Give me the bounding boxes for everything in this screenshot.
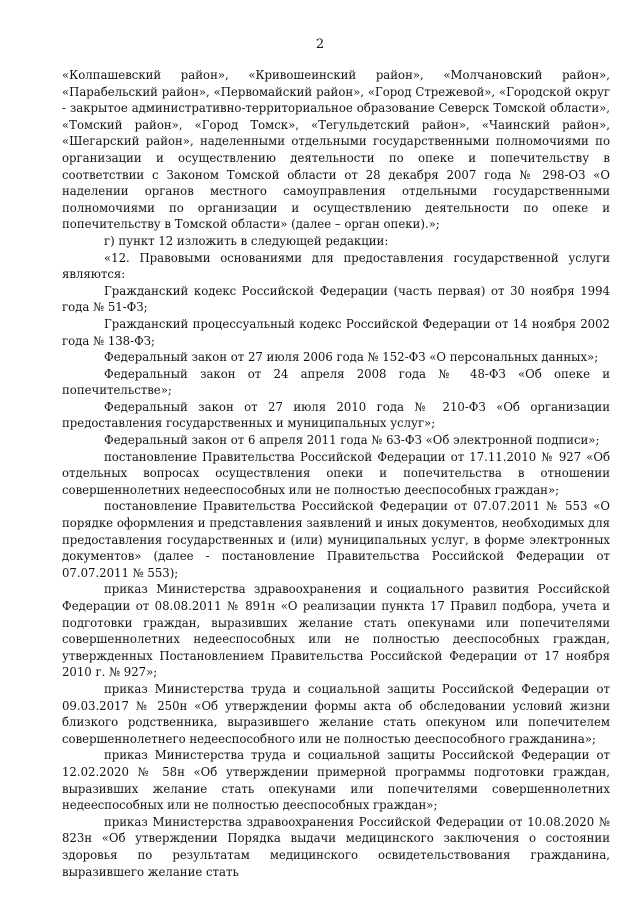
paragraph-7: Федеральный закон от 27 июля 2010 года № 210-ФЗ «Об организации предоставления государственных и муниципальных услуг»; bbox=[62, 399, 610, 431]
paragraph-1: г) пункт 12 изложить в следующей редакции: bbox=[104, 233, 389, 248]
paragraph-11: приказ Министерства здравоохранения и социального развития Российской Федерации от 08.08.2011 № 891н «О реализации пункта 17 Правил подбора, учета и подготовки граждан, выразивших желание стать опекунами или попечителями совершеннолетних недееспособных или не полностью дееспособных граждан, утвержденных Постановлением Правительства Российской Федерации от 17 ноября 2010 г. № 927»; bbox=[62, 582, 610, 680]
paragraph-3: Гражданский кодекс Российской Федерации (часть первая) от 30 ноября 1994 года № 51-ФЗ; bbox=[62, 283, 610, 315]
document-body bbox=[62, 67, 610, 880]
paragraph-6: Федеральный закон от 24 апреля 2008 года № 48-ФЗ «Об опеке и попечительстве»; bbox=[62, 366, 610, 398]
paragraph-2: «12. Правовыми основаниями для предоставления государственной услуги являются: bbox=[62, 250, 610, 282]
paragraph-9: постановление Правительства Российской Федерации от 17.11.2010 № 927 «Об отдельных вопросах осуществления опеки и попечительства в отношении совершеннолетних недееспособных или не полностью дееспособных граждан»; bbox=[62, 449, 610, 497]
paragraph-10: постановление Правительства Российской Федерации от 07.07.2011 № 553 «О порядке оформления и представления заявлений и иных документов, необходимых для предоставления государственных и (или) муниципальных услуг, в форме электронных документов» (далее - постановление Правительства Российской Федерации от 07.07.2011 № 553); bbox=[62, 499, 610, 580]
paragraph-5: Федеральный закон от 27 июля 2006 года № 152-ФЗ «О персональных данных»; bbox=[104, 350, 599, 365]
page-number: 2 bbox=[315, 37, 325, 52]
paragraph-12: приказ Министерства труда и социальной защиты Российской Федерации от 09.03.2017 № 250н «Об утверждении формы акта об обследовании условий жизни близкого родственника, выразившего желание стать опекуном или попечителем совершеннолетнего недееспособного или не полностью дееспособного гражданина»; bbox=[62, 681, 610, 746]
paragraph-14: приказ Министерства здравоохранения Российской Федерации от 10.08.2020 № 823н «Об утверждении Порядка выдачи медицинского заключения о состоянии здоровья по результатам медицинского освидетельствования гражданина, выразившего желание стать bbox=[62, 814, 610, 879]
paragraph-4: Гражданский процессуальный кодекс Российской Федерации от 14 ноября 2002 года № 138-ФЗ; bbox=[62, 316, 610, 348]
paragraph-0: «Колпашевский район», «Кривошеинский район», «Молчановский район», «Парабельский район», «Первомайский район», «Город Стрежевой», «Городской округ - закрытое административно-территориальное образование Северск Томской области», «Томский район», «Город Томск», «Тегульдетский район», «Чаинский район», «Шегарский район», наделенными отдельными государственными полномочиями по организации и осуществлению деятельности по опеке и попечительству в соответствии с Законом Томской области от 28 декабря 2007 года № 298-ОЗ «О наделении органов местного самоуправления отдельными государственными полномочиями по организации и осуществлению деятельности по опеке и попечительству в Томской области» (далее – орган опеки).»; bbox=[62, 68, 610, 232]
paragraph-13: приказ Министерства труда и социальной защиты Российской Федерации от 12.02.2020 № 58н «Об утверждении примерной программы подготовки граждан, выразивших желание стать опекунами или попечителями совершеннолетних недееспособных или не полностью дееспособных граждан»; bbox=[62, 748, 610, 813]
paragraph-8: Федеральный закон от 6 апреля 2011 года № 63-ФЗ «Об электронной подписи»; bbox=[104, 433, 600, 448]
